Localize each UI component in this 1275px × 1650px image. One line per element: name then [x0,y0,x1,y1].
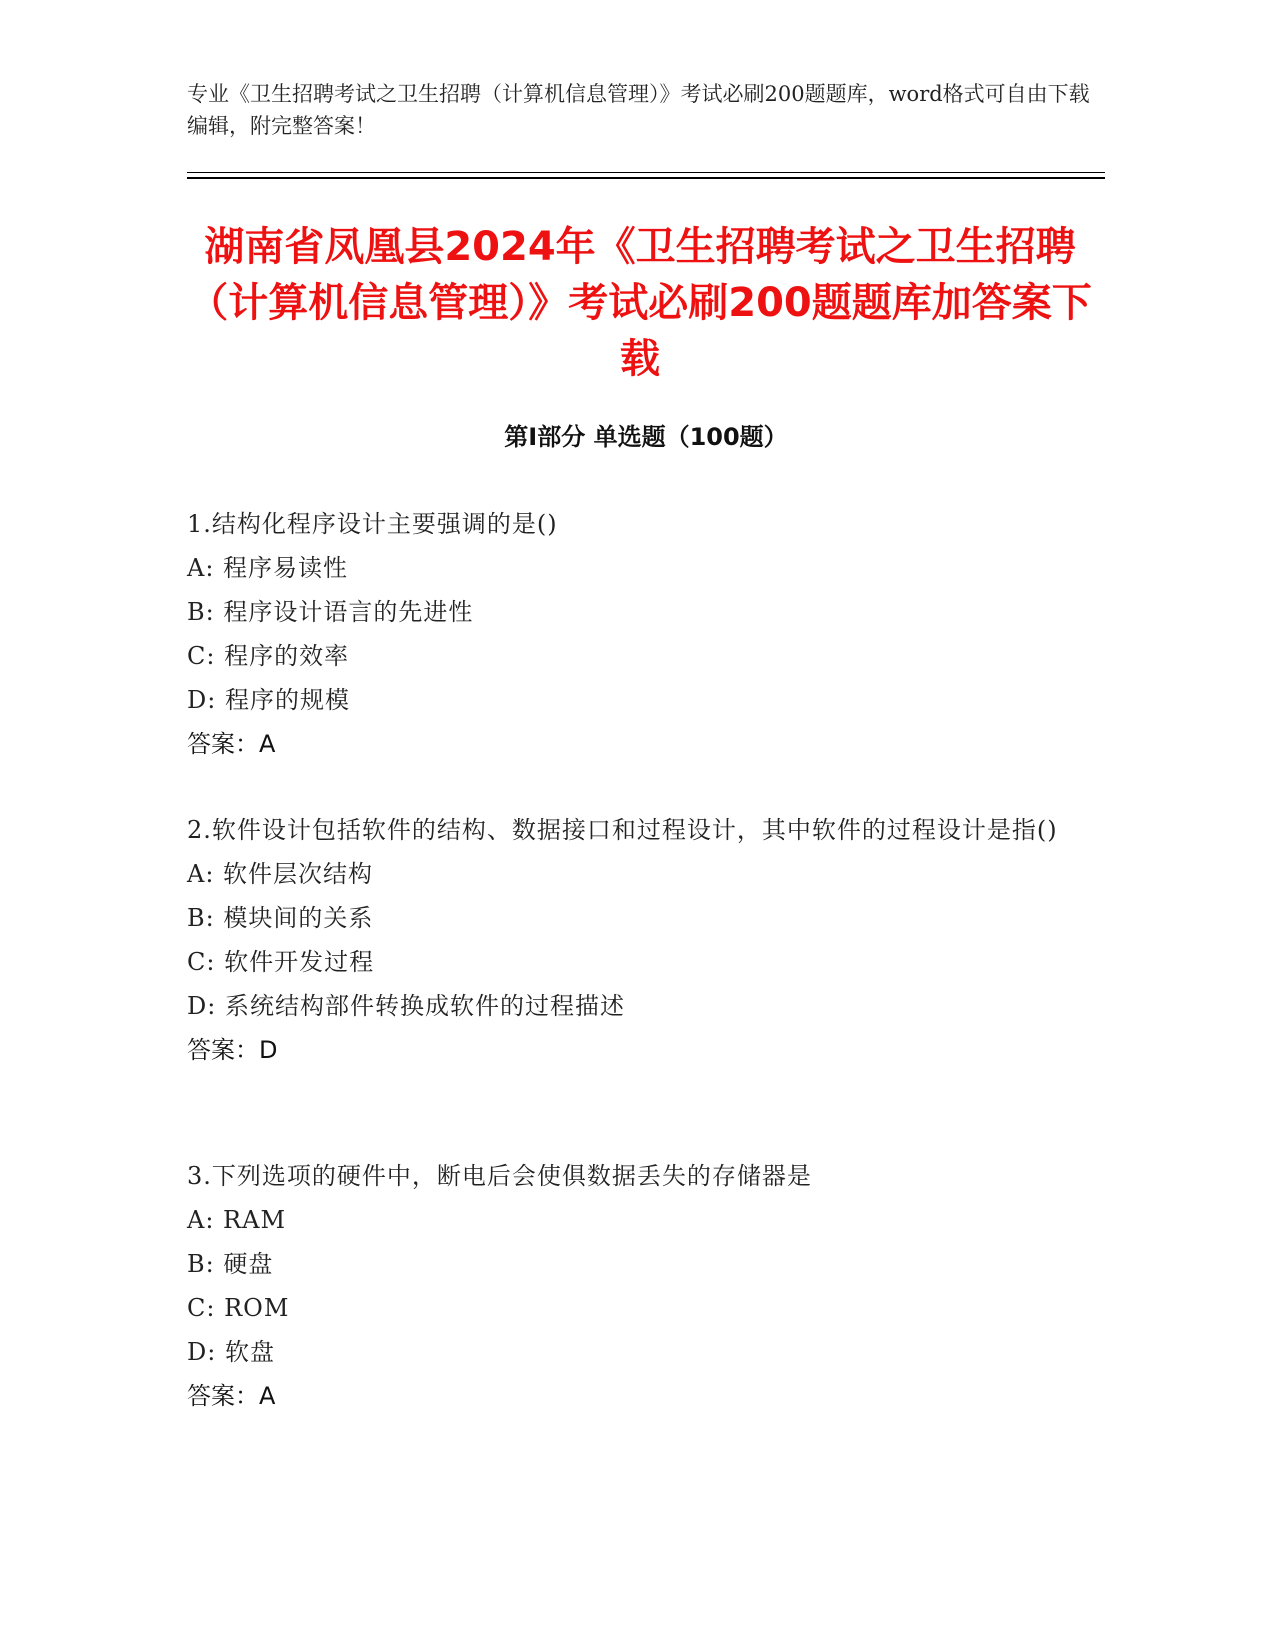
answer: 答案：D [187,1036,278,1064]
header-divider-thick [187,177,1105,179]
option-a: A: 软件层次结构 [187,860,374,888]
option-a: A: 程序易读性 [187,554,349,582]
question-3 [187,1154,1067,1418]
question-stem: 3.下列选项的硬件中，断电后会使俱数据丢失的存储器是 [187,1162,812,1190]
option-a: A: RAM [187,1206,287,1234]
question-2 [187,808,1067,1072]
question-stem: 1.结构化程序设计主要强调的是() [187,510,558,538]
option-d: D: 程序的规模 [187,686,350,714]
question-stem: 2.软件设计包括软件的结构、数据接口和过程设计，其中软件的过程设计是指() [187,816,1058,844]
option-b: B: 硬盘 [187,1250,274,1278]
section-title: 第I部分 单选题（100题） [504,423,788,451]
option-d: D: 系统结构部件转换成软件的过程描述 [187,992,625,1020]
option-c: C: 软件开发过程 [187,948,375,976]
option-c: C: ROM [187,1294,290,1322]
option-d: D: 软盘 [187,1338,275,1366]
header-divider-thin [187,172,1105,173]
header-note: 专业《卫生招聘考试之卫生招聘（计算机信息管理）》考试必刷200题题库，word格式可自由下载编辑，附完整答案！ [187,82,1090,138]
question-1 [187,502,1067,766]
option-b: B: 程序设计语言的先进性 [187,598,474,626]
answer: 答案：A [187,730,276,758]
option-b: B: 模块间的关系 [187,904,374,932]
document-title: 湖南省凤凰县2024年《卫生招聘考试之卫生招聘（计算机信息管理）》考试必刷200题题库加答案下载 [188,224,1092,382]
option-c: C: 程序的效率 [187,642,350,670]
answer: 答案：A [187,1382,276,1410]
